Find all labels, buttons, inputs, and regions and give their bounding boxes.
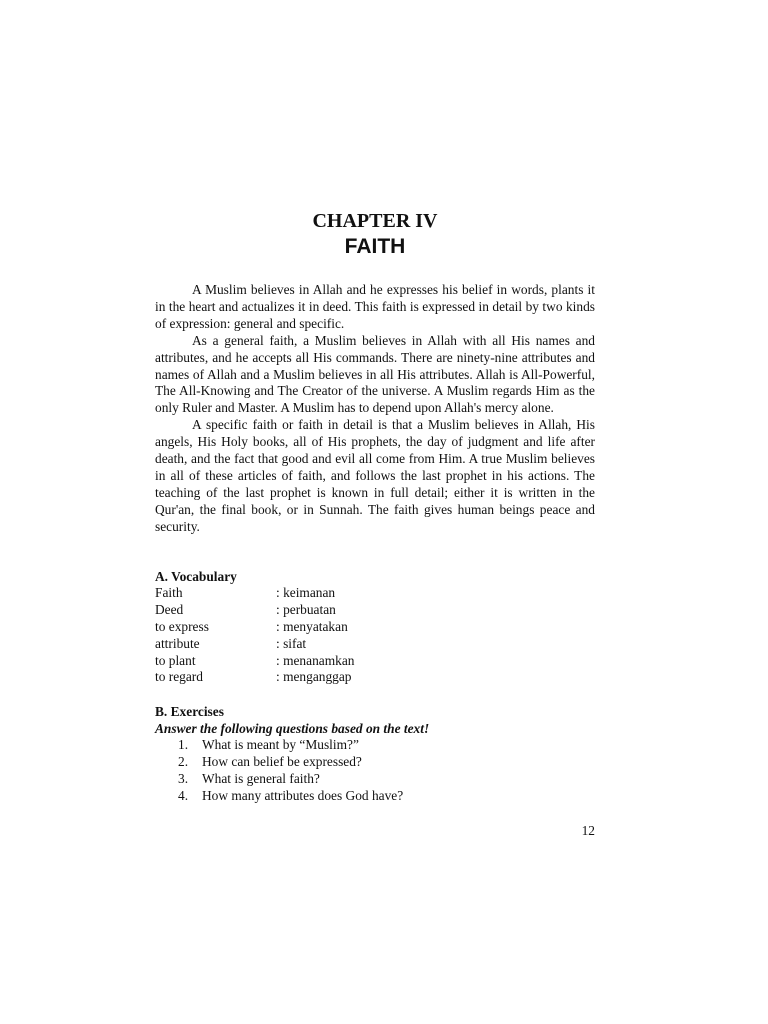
chapter-label: CHAPTER IV [312, 210, 438, 232]
vocabulary-item [155, 585, 595, 602]
vocabulary-term: to express [155, 618, 209, 634]
vocabulary-meaning: : menyatakan [276, 618, 348, 634]
vocabulary-term: Deed [155, 601, 184, 617]
question-list [155, 737, 595, 805]
vocabulary-item [155, 619, 595, 636]
vocabulary-item [155, 636, 595, 653]
vocabulary-term: to regard [155, 669, 203, 685]
vocabulary-meaning: : menanamkan [276, 652, 355, 668]
question-text: What is meant by “Muslim?” [202, 737, 359, 752]
paragraph: As a general faith, a Muslim believes in Allah with all His names and attributes, and he accepts all His commands. There are ninety-nine attributes and names of Allah and a Muslim believes in all His attributes. Allah is All-Powerful, The All-Knowing and The Creator of the universe. A Muslim regards Him as the only Ruler and Master. A Muslim has to depend upon Allah's mercy alone. [155, 332, 595, 416]
paragraph: A Muslim believes in Allah and he expresses his belief in words, plants it in the heart and actualizes it in deed. This faith is expressed in detail by two kinds of expression: general and specific. [155, 282, 595, 331]
page-number: 12 [581, 823, 595, 838]
vocabulary-list [155, 585, 595, 686]
vocabulary-heading: A. Vocabulary [155, 569, 237, 584]
vocabulary-term: attribute [155, 635, 200, 651]
body-text [155, 282, 595, 536]
question-number: 2. [178, 753, 189, 769]
paragraph: A specific faith or faith in detail is that a Muslim believes in Allah, His angels, His Holy books, all of His prophets, the day of judgment and life after death, and the fact that good and evil all come from Him. A true Muslim believes in all of these articles of faith, and follows the last prophet in his actions. The teaching of the last prophet is known in full detail; either it is written in the Qur'an, the final book, or in Sunnah. The faith gives human beings peace and security. [155, 417, 595, 534]
question-number: 3. [178, 770, 189, 786]
question-text: What is general faith? [202, 770, 320, 786]
vocabulary-item [155, 602, 595, 619]
question-item [155, 737, 595, 754]
chapter-title: FAITH [344, 235, 406, 258]
question-number: 1. [178, 737, 189, 752]
vocabulary-item [155, 653, 595, 670]
question-item [155, 754, 595, 771]
vocabulary-term: to plant [155, 652, 196, 668]
vocabulary-meaning: : menganggap [276, 669, 352, 685]
exercises-heading: B. Exercises [155, 704, 224, 719]
question-item [155, 771, 595, 788]
question-text: How can belief be expressed? [202, 753, 362, 769]
question-item [155, 788, 595, 805]
vocabulary-meaning: : keimanan [276, 585, 336, 600]
vocabulary-meaning: : sifat [276, 635, 307, 651]
question-text: How many attributes does God have? [202, 787, 404, 803]
vocabulary-item [155, 669, 595, 686]
vocabulary-meaning: : perbuatan [276, 601, 336, 617]
question-number: 4. [178, 787, 189, 803]
vocabulary-term: Faith [155, 585, 183, 600]
exercises-instruction: Answer the following questions based on the text! [155, 721, 430, 736]
